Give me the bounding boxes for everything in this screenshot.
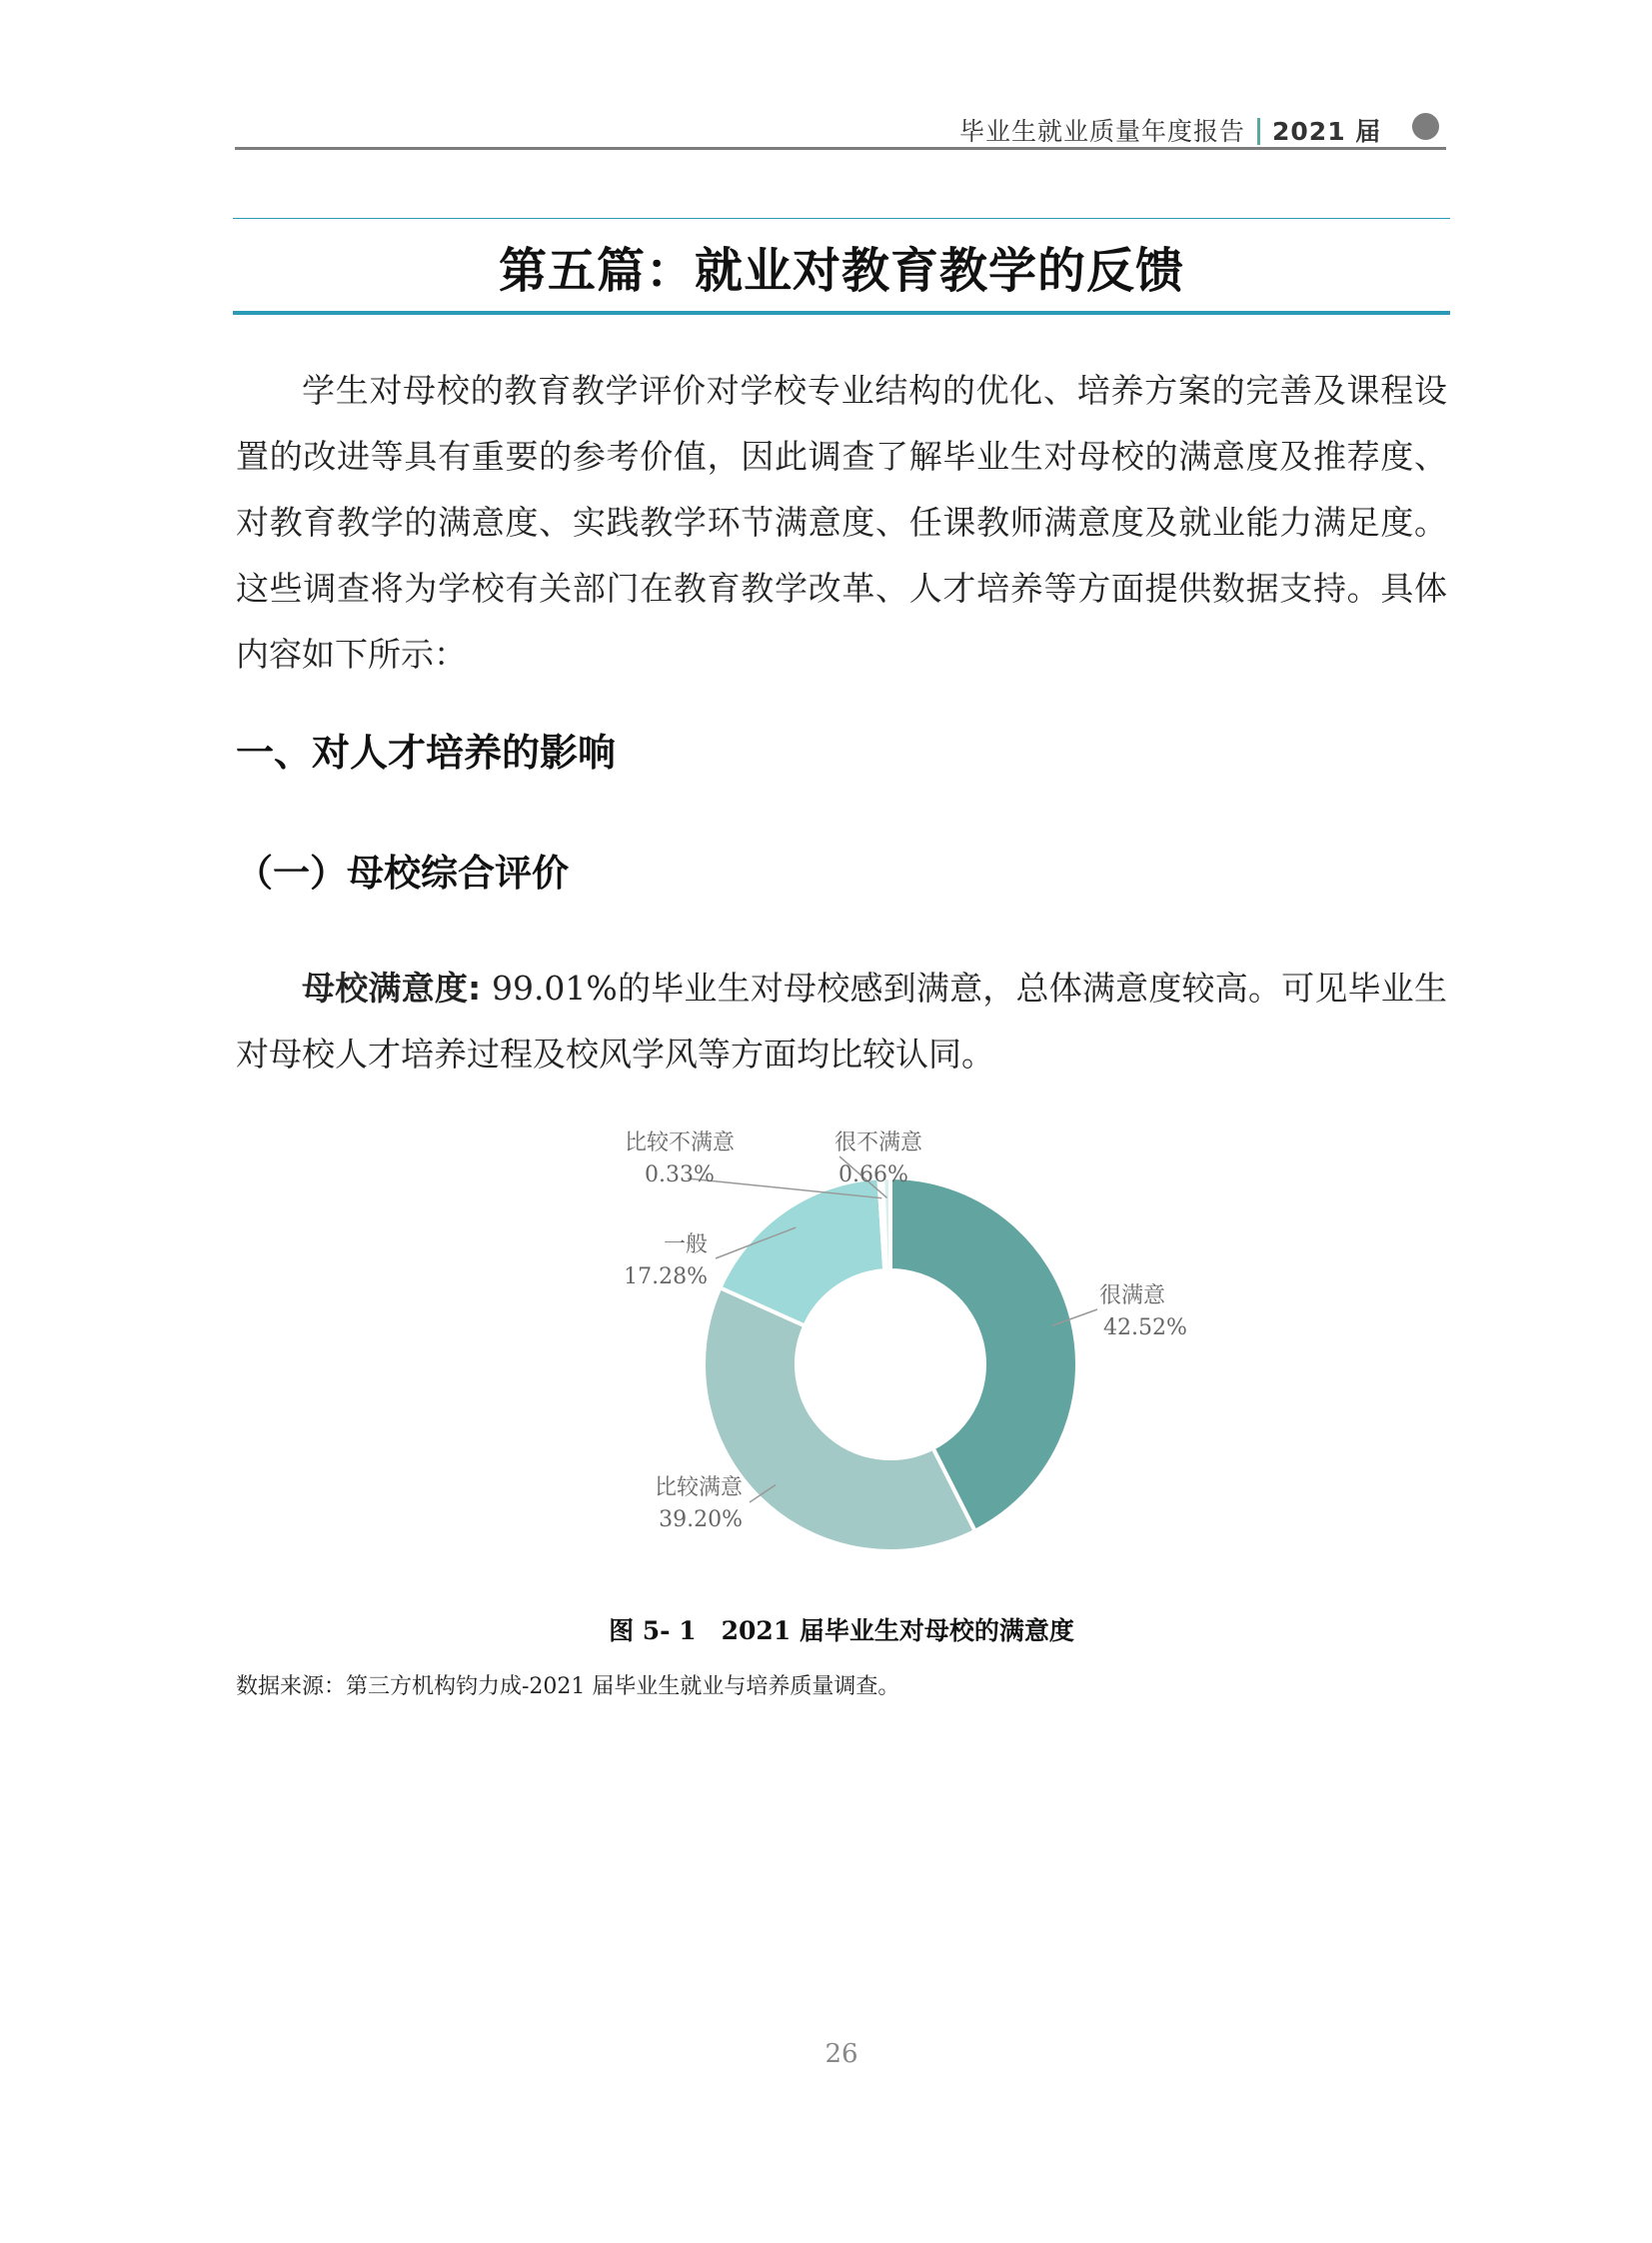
slice-label-0: 很满意 (1099, 1283, 1166, 1308)
slice-label-2: 一般 (663, 1232, 708, 1257)
header-report-title: 毕业生就业质量年度报告 (959, 117, 1246, 146)
satisfaction-donut-chart (560, 1115, 1319, 1564)
slice-label-1: 比较满意 (654, 1475, 743, 1500)
slice-value-4: 0.66% (838, 1162, 908, 1187)
page-number: 26 (825, 2039, 858, 2069)
slice-value-1: 39.20% (659, 1507, 743, 1532)
figure-caption: 图 5- 1 2021 届毕业生对母校的满意度 (609, 1616, 1074, 1645)
header-dot-icon (1412, 113, 1439, 140)
intro-paragraph: 学生对母校的教育教学评价对学校专业结构的优化、培养方案的完善及课程设置的改进等具有重要的参考价值，因此调查了解毕业生对母校的满意度及推荐度、对教育教学的满意度、实践教学环节满意度、任课教师满意度及就业能力满足度。这些调查将为学校有关部门在教育教学改革、人才培养等方面提供数据支持。具体内容如下所示： (236, 371, 1447, 674)
slice-label-3: 比较不满意 (624, 1130, 736, 1155)
satisfaction-text: 99.01%的毕业生对母校感到满意，总体满意度较高。可见毕业生对母校人才培养过程及校风学风等方面均比较认同。 (236, 969, 1447, 1074)
donut-slice-1 (704, 1287, 975, 1551)
slice-label-4: 很不满意 (834, 1130, 923, 1155)
section-heading: 一、对人才培养的影响 (236, 731, 617, 775)
slice-value-3: 0.33% (645, 1162, 715, 1187)
slice-value-0: 42.52% (1103, 1315, 1187, 1340)
satisfaction-label: 母校满意度: (302, 969, 482, 1008)
chapter-title: 第五篇：就业对教育教学的反馈 (498, 243, 1184, 299)
title-rule-bottom (233, 311, 1450, 315)
header-separator (1257, 118, 1260, 145)
header-year: 2021 届 (1272, 117, 1382, 146)
running-header (959, 112, 1401, 152)
title-rule-top (233, 218, 1450, 219)
header-rule (235, 147, 1446, 150)
satisfaction-paragraph (236, 956, 1447, 1088)
slice-value-2: 17.28% (624, 1264, 708, 1289)
subsection-heading: （一）母校综合评价 (236, 852, 569, 895)
source-note: 数据来源：第三方机构钧力成-2021 届毕业生就业与培养质量调查。 (236, 1674, 900, 1699)
